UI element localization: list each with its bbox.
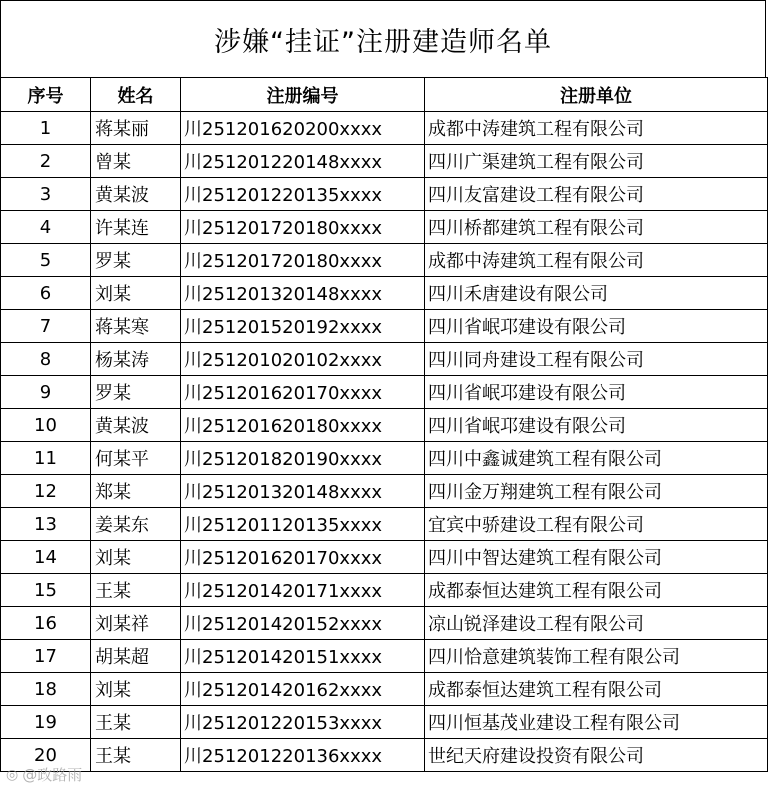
cell-company: 四川广渠建筑工程有限公司 — [425, 145, 768, 178]
cell-no: 1 — [1, 112, 91, 145]
cell-reg-number: 川251201020102xxxx — [181, 343, 425, 376]
cell-company: 四川省岷邛建设有限公司 — [425, 310, 768, 343]
cell-company: 成都中涛建筑工程有限公司 — [425, 244, 768, 277]
cell-reg-number: 川251201520192xxxx — [181, 310, 425, 343]
cell-name: 胡某超 — [91, 640, 181, 673]
table-row — [1, 409, 768, 442]
cell-name: 曾某 — [91, 145, 181, 178]
table-row — [1, 310, 768, 343]
cell-no: 20 — [1, 739, 91, 772]
table-row — [1, 343, 768, 376]
cell-reg-number: 川251201720180xxxx — [181, 211, 425, 244]
cell-no: 17 — [1, 640, 91, 673]
table-row — [1, 673, 768, 706]
header-no: 序号 — [1, 78, 91, 112]
cell-name: 刘某祥 — [91, 607, 181, 640]
cell-reg-number: 川251201620180xxxx — [181, 409, 425, 442]
table-row — [1, 640, 768, 673]
table-row — [1, 244, 768, 277]
cell-company: 四川省岷邛建设有限公司 — [425, 409, 768, 442]
cell-reg-number: 川251201620170xxxx — [181, 541, 425, 574]
cell-reg-number: 川251201320148xxxx — [181, 475, 425, 508]
cell-reg-number: 川251201420151xxxx — [181, 640, 425, 673]
cell-company: 四川省岷邛建设有限公司 — [425, 376, 768, 409]
cell-name: 郑某 — [91, 475, 181, 508]
header-company: 注册单位 — [425, 78, 768, 112]
cell-company: 四川中鑫诚建筑工程有限公司 — [425, 442, 768, 475]
cell-no: 3 — [1, 178, 91, 211]
header-row — [1, 78, 768, 112]
cell-reg-number: 川251201620200xxxx — [181, 112, 425, 145]
table-row — [1, 277, 768, 310]
table-row — [1, 541, 768, 574]
table-row — [1, 508, 768, 541]
cell-company: 成都中涛建筑工程有限公司 — [425, 112, 768, 145]
cell-no: 16 — [1, 607, 91, 640]
cell-name: 罗某 — [91, 376, 181, 409]
registrant-table — [0, 77, 768, 772]
cell-name: 蒋某丽 — [91, 112, 181, 145]
page-title: 涉嫌“挂证”注册建造师名单 — [0, 0, 766, 78]
cell-reg-number: 川251201220148xxxx — [181, 145, 425, 178]
cell-name: 刘某 — [91, 673, 181, 706]
table-row — [1, 607, 768, 640]
table-row — [1, 574, 768, 607]
cell-no: 5 — [1, 244, 91, 277]
cell-name: 王某 — [91, 574, 181, 607]
cell-name: 罗某 — [91, 244, 181, 277]
table-row — [1, 145, 768, 178]
cell-reg-number: 川251201420162xxxx — [181, 673, 425, 706]
cell-no: 4 — [1, 211, 91, 244]
cell-no: 2 — [1, 145, 91, 178]
cell-reg-number: 川251201220153xxxx — [181, 706, 425, 739]
cell-company: 四川恰意建筑装饰工程有限公司 — [425, 640, 768, 673]
cell-reg-number: 川251201220136xxxx — [181, 739, 425, 772]
table-row — [1, 178, 768, 211]
cell-name: 杨某涛 — [91, 343, 181, 376]
table-body — [1, 112, 768, 772]
cell-company: 四川恒基茂业建设工程有限公司 — [425, 706, 768, 739]
cell-name: 刘某 — [91, 277, 181, 310]
cell-reg-number: 川251201720180xxxx — [181, 244, 425, 277]
cell-reg-number: 川251201120135xxxx — [181, 508, 425, 541]
cell-company: 凉山锐泽建设工程有限公司 — [425, 607, 768, 640]
cell-company: 四川桥都建筑工程有限公司 — [425, 211, 768, 244]
cell-no: 15 — [1, 574, 91, 607]
cell-no: 14 — [1, 541, 91, 574]
header-name: 姓名 — [91, 78, 181, 112]
cell-no: 10 — [1, 409, 91, 442]
cell-no: 7 — [1, 310, 91, 343]
cell-no: 19 — [1, 706, 91, 739]
table-row — [1, 211, 768, 244]
cell-reg-number: 川251201420152xxxx — [181, 607, 425, 640]
cell-no: 9 — [1, 376, 91, 409]
cell-company: 四川金万翔建筑工程有限公司 — [425, 475, 768, 508]
cell-reg-number: 川251201220135xxxx — [181, 178, 425, 211]
table-row — [1, 706, 768, 739]
cell-name: 许某连 — [91, 211, 181, 244]
table-row — [1, 112, 768, 145]
cell-company: 成都泰恒达建筑工程有限公司 — [425, 574, 768, 607]
weibo-icon: ◎ — [6, 766, 19, 783]
cell-name: 黄某波 — [91, 409, 181, 442]
cell-company: 宜宾中骄建设工程有限公司 — [425, 508, 768, 541]
header-reg-number: 注册编号 — [181, 78, 425, 112]
cell-name: 何某平 — [91, 442, 181, 475]
cell-name: 蒋某寒 — [91, 310, 181, 343]
cell-name: 姜某东 — [91, 508, 181, 541]
table-row — [1, 739, 768, 772]
watermark-text: @政路雨 — [22, 766, 83, 784]
cell-no: 11 — [1, 442, 91, 475]
table-row — [1, 475, 768, 508]
cell-company: 四川同舟建设工程有限公司 — [425, 343, 768, 376]
cell-company: 四川中智达建筑工程有限公司 — [425, 541, 768, 574]
cell-company: 成都泰恒达建筑工程有限公司 — [425, 673, 768, 706]
cell-name: 黄某波 — [91, 178, 181, 211]
cell-company: 世纪天府建设投资有限公司 — [425, 739, 768, 772]
cell-no: 8 — [1, 343, 91, 376]
cell-name: 王某 — [91, 706, 181, 739]
table-row — [1, 376, 768, 409]
cell-reg-number: 川251201620170xxxx — [181, 376, 425, 409]
cell-name: 刘某 — [91, 541, 181, 574]
cell-reg-number: 川251201320148xxxx — [181, 277, 425, 310]
cell-name: 王某 — [91, 739, 181, 772]
cell-reg-number: 川251201420171xxxx — [181, 574, 425, 607]
table-row — [1, 442, 768, 475]
cell-company: 四川禾唐建设有限公司 — [425, 277, 768, 310]
cell-no: 12 — [1, 475, 91, 508]
cell-company: 四川友富建设工程有限公司 — [425, 178, 768, 211]
cell-reg-number: 川251201820190xxxx — [181, 442, 425, 475]
cell-no: 6 — [1, 277, 91, 310]
cell-no: 18 — [1, 673, 91, 706]
cell-no: 13 — [1, 508, 91, 541]
